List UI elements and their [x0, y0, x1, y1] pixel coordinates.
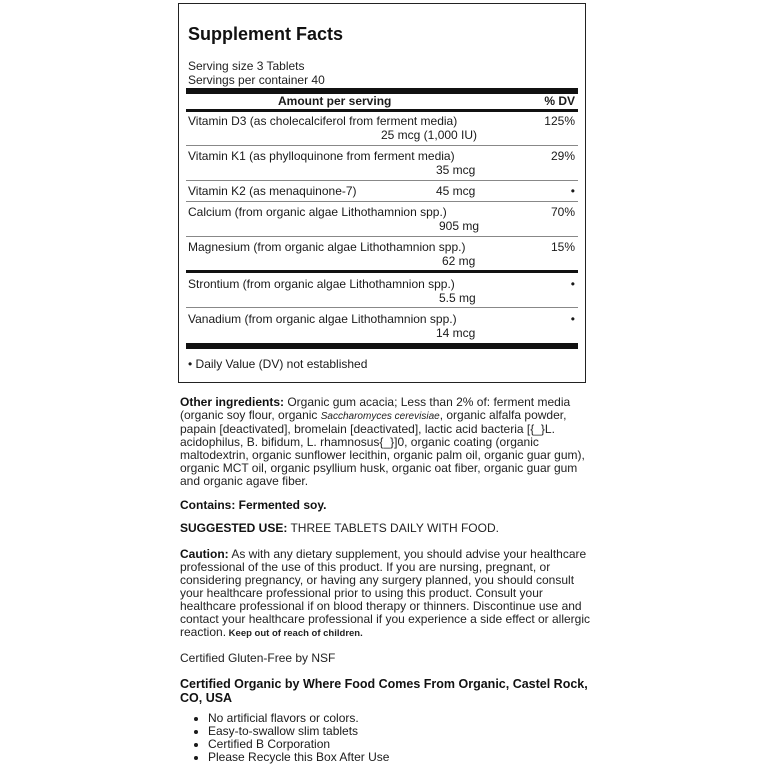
nutrient-amount: 5.5 mg	[439, 291, 476, 305]
list-item: • Please Recycle this Box After Use	[208, 751, 389, 764]
nutrient-amount: 25 mcg (1,000 IU)	[381, 128, 478, 142]
nutrient-dv: •	[570, 184, 575, 198]
gluten-free-cert: Certified Gluten-Free by NSF	[180, 651, 336, 665]
nutrient-dv: 70%	[550, 205, 575, 219]
suggested-use-label: SUGGESTED USE:	[180, 521, 288, 535]
bottom-thick-rule	[186, 343, 578, 349]
row-divider	[186, 201, 578, 202]
row-divider	[186, 307, 578, 308]
serving-size: Serving size 3 Tablets	[188, 59, 305, 73]
header-rule	[186, 109, 578, 112]
nutrient-dv: •	[570, 312, 575, 326]
other-ingredients-italic: Saccharomyces cerevisiae	[320, 411, 440, 422]
nutrient-name: Vitamin K2 (as menaquinone-7)	[188, 184, 357, 198]
nutrient-name: Vitamin D3 (as cholecalciferol from ferment media)	[188, 114, 458, 128]
keep-away-warning: Keep out of reach of children.	[226, 628, 363, 639]
nutrient-amount: 35 mcg	[436, 163, 476, 177]
nutrient-dv: 15%	[550, 240, 575, 254]
nutrient-name: Strontium (from organic algae Lithothamnion spp.)	[188, 277, 455, 291]
facts-title: Supplement Facts	[188, 24, 344, 44]
nutrient-amount: 14 mcg	[436, 326, 476, 340]
section-rule	[186, 270, 578, 273]
list-item: • Certified B Corporation	[208, 738, 389, 751]
row-divider	[186, 145, 578, 146]
list-item: • No artificial flavors or colors.	[208, 712, 389, 725]
caution	[180, 548, 590, 640]
other-ingredients	[180, 396, 590, 488]
other-ingredients-label: Other ingredients:	[180, 395, 285, 409]
nutrient-dv: 125%	[544, 114, 575, 128]
other-ingredients-text-a: Organic gum acacia; Less than 2% of: ferment media (organic soy flour, organic	[180, 395, 571, 422]
row-divider	[186, 180, 578, 181]
list-item: • Easy-to-swallow slim tablets	[208, 725, 389, 738]
caution-text: As with any dietary supplement, you should advise your healthcare professional of the use of this product. If you are nursing, pregnant, or considering pregnancy, or having any surgery planned, you should consult your healthcare professional prior to using this product. Consult your healthcare professional if on blood therapy or thinners. Discontinue use and contact your healthcare professional if you experience a side effect or allergic reaction.	[180, 547, 591, 639]
nutrient-name: Vanadium (from organic algae Lithothamnion spp.)	[188, 312, 457, 326]
caution-label: Caution:	[180, 547, 229, 561]
servings-per-container: Servings per container 40	[188, 73, 325, 87]
nutrient-name: Magnesium (from organic algae Lithothamnion spp.)	[188, 240, 466, 254]
dv-header: % DV	[544, 94, 575, 108]
nutrient-amount: 45 mcg	[436, 184, 476, 198]
nutrient-dv: •	[570, 277, 575, 291]
contains-statement: Contains: Fermented soy.	[180, 498, 327, 512]
amount-header: Amount per serving	[278, 94, 392, 108]
nutrient-amount: 62 mg	[442, 254, 476, 268]
nutrient-name: Calcium (from organic algae Lithothamnion spp.)	[188, 205, 447, 219]
dv-footnote: • Daily Value (DV) not established	[188, 357, 368, 371]
row-divider	[186, 236, 578, 237]
suggested-use	[180, 522, 590, 535]
nutrient-dv: 29%	[550, 149, 575, 163]
supplement-facts-panel	[178, 3, 586, 383]
nutrient-name: Vitamin K1 (as phylloquinone from ferment media)	[188, 149, 455, 163]
suggested-use-text: THREE TABLETS DAILY WITH FOOD.	[287, 521, 499, 535]
other-ingredients-text-b: , organic alfalfa powder, papain [deactivated], bromelain [deactivated], lactic acid bacteria [{_}L. acidophilus, B. bifidum, L. rhamnosus{_}]0, organic coating (organic maltodextrin, organic sunflower lecithin, organic palm oil, organic guar gum), organic MCT oil, organic psyllium husk, organic oat fiber, organic guar gum and organic agave fiber.	[180, 408, 585, 488]
nutrient-amount: 905 mg	[439, 219, 480, 233]
feature-list	[188, 712, 389, 764]
organic-cert: Certified Organic by Where Food Comes From Organic, Castel Rock, CO, USA	[180, 677, 588, 705]
